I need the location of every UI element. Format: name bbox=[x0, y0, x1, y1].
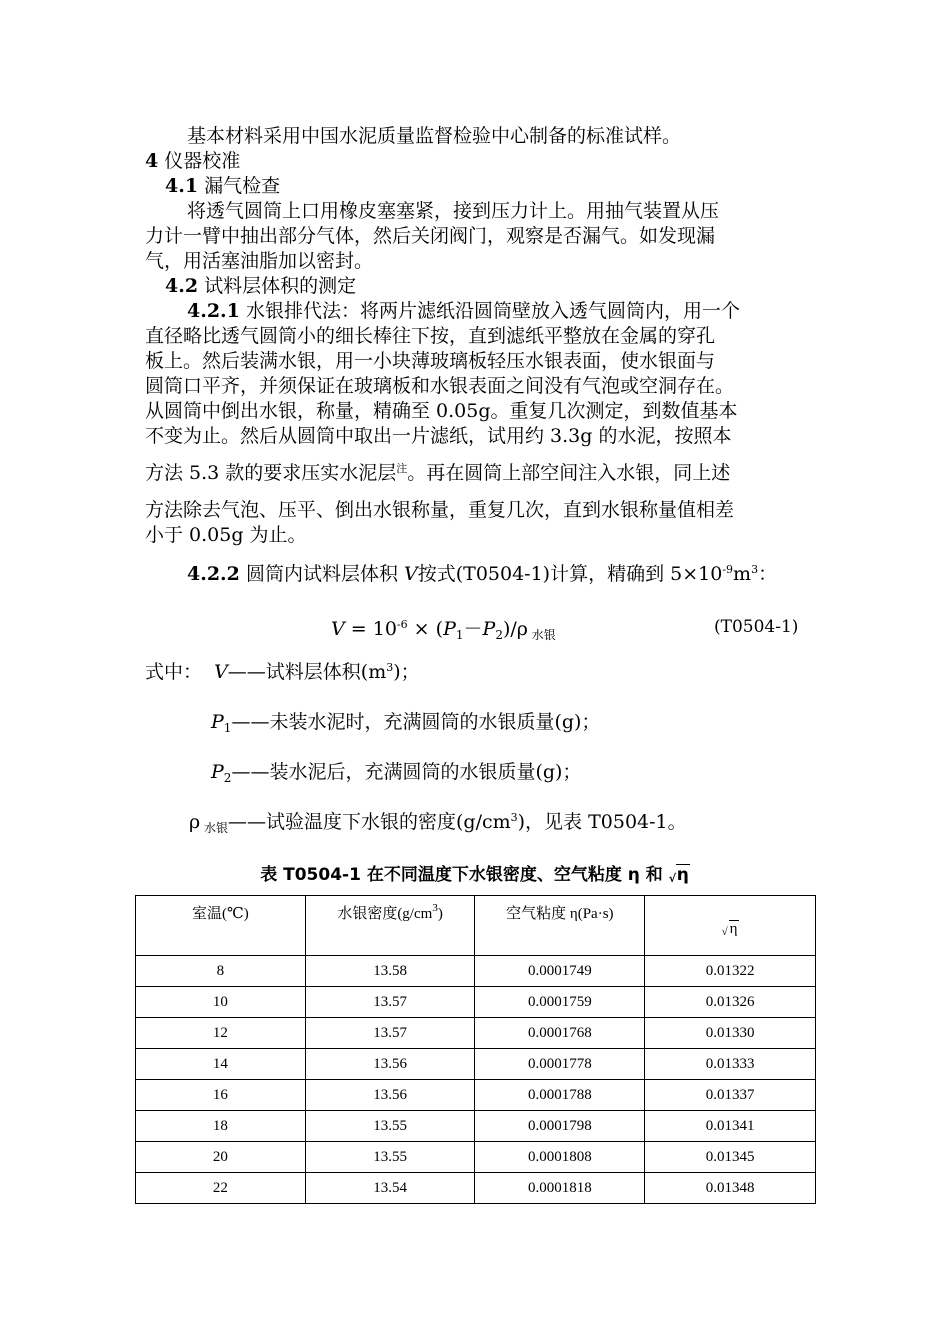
header-density bbox=[305, 896, 475, 956]
symbol-v: V bbox=[404, 563, 418, 585]
line-text: 方法 5.3 款的要求压实水泥层 bbox=[145, 462, 397, 484]
heading-4-1 bbox=[165, 174, 280, 199]
exponent: 3 bbox=[432, 902, 438, 914]
paragraph-line: 将透气圆筒上口用橡皮塞塞紧，接到压力计上。用抽气装置从压 bbox=[187, 200, 720, 222]
heading-4 bbox=[145, 149, 240, 174]
definition-v bbox=[145, 660, 420, 685]
table-cell: 0.01326 bbox=[645, 987, 816, 1018]
heading-4-2-2 bbox=[187, 562, 777, 587]
heading-number: 4 bbox=[145, 150, 159, 172]
subscript: 水银 bbox=[527, 628, 556, 642]
table-cell: 13.55 bbox=[305, 1111, 475, 1142]
line-text: 。再在圆筒上部空间注入水银，同上述 bbox=[407, 462, 731, 484]
paragraph-line: 板上。然后装满水银，用一小块薄玻璃板轻压水银表面，使水银面与 bbox=[145, 350, 716, 372]
table-cell: 0.0001808 bbox=[475, 1142, 645, 1173]
table-cell: 10 bbox=[136, 987, 306, 1018]
note-mark: 注 bbox=[396, 462, 408, 475]
table-cell: 0.0001768 bbox=[475, 1018, 645, 1049]
heading-text: 仪器校准 bbox=[164, 150, 241, 172]
table-cell: 18 bbox=[136, 1111, 306, 1142]
table-cell: 22 bbox=[136, 1173, 306, 1204]
table-caption bbox=[0, 860, 950, 885]
subscript: 1 bbox=[455, 628, 464, 642]
radicand: η bbox=[676, 865, 689, 885]
mercury-density-table bbox=[135, 895, 816, 1204]
sqrt-eta bbox=[722, 921, 739, 938]
table-cell: 0.0001749 bbox=[475, 956, 645, 987]
paragraph-line: 方法除去气泡、压平、倒出水银称量，重复几次，直到水银称量值相差 bbox=[145, 499, 735, 521]
table-row bbox=[136, 956, 816, 987]
table-cell: 0.01333 bbox=[645, 1049, 816, 1080]
table-row bbox=[136, 1049, 816, 1080]
heading-4-2 bbox=[165, 274, 356, 299]
radical-icon: √ bbox=[721, 926, 728, 938]
table-cell: 0.0001778 bbox=[475, 1049, 645, 1080]
table-cell: 13.55 bbox=[305, 1142, 475, 1173]
heading-text: 漏气检查 bbox=[204, 175, 281, 197]
definition-text: ——装水泥后，充满圆筒的水银质量(g)； bbox=[231, 761, 582, 783]
symbol-v: V bbox=[214, 661, 228, 683]
paragraph-line: 气，用活塞油脂加以密封。 bbox=[145, 250, 374, 272]
definition-p1 bbox=[211, 710, 600, 735]
definition-text: ——未装水泥时，充满圆筒的水银质量(g)； bbox=[231, 711, 601, 733]
table-body bbox=[136, 956, 816, 1204]
table-row bbox=[136, 987, 816, 1018]
table-row bbox=[136, 1080, 816, 1111]
header-text: 水银密度(g/cm bbox=[337, 906, 433, 922]
table-cell: 0.0001759 bbox=[475, 987, 645, 1018]
table-cell: 20 bbox=[136, 1142, 306, 1173]
line-text: ： bbox=[758, 563, 778, 585]
radicand: η bbox=[729, 921, 738, 937]
exponent: 3 bbox=[751, 563, 759, 576]
definition-p2 bbox=[211, 760, 581, 785]
table-cell: 0.0001788 bbox=[475, 1080, 645, 1111]
table-cell: 13.57 bbox=[305, 1018, 475, 1049]
paragraph-line: 力计一臂中抽出部分气体，然后关闭阀门，观察是否漏气。如发现漏 bbox=[145, 225, 716, 247]
table-cell: 12 bbox=[136, 1018, 306, 1049]
table-header-row bbox=[136, 896, 816, 956]
table-cell: 0.0001798 bbox=[475, 1111, 645, 1142]
paragraph-line: 小于 0.05g 为止。 bbox=[145, 524, 307, 546]
definition-text: ——试料层体积(m bbox=[227, 661, 387, 683]
formula-part: － bbox=[463, 618, 483, 640]
subscript: 1 bbox=[223, 721, 232, 735]
paragraph-intro: 基本材料采用中国水泥质量监督检验中心制备的标准试样。 bbox=[187, 125, 682, 147]
table-cell: 13.56 bbox=[305, 1049, 475, 1080]
caption-text: 表 T0504-1 在不同温度下水银密度、空气粘度 η 和 bbox=[260, 865, 663, 885]
table-cell: 0.01348 bbox=[645, 1173, 816, 1204]
table-cell: 14 bbox=[136, 1049, 306, 1080]
radical-icon: √ bbox=[668, 872, 677, 885]
formula-part: × ( bbox=[407, 618, 444, 640]
line-text: 按式(T0504-1)计算，精确到 5×10 bbox=[417, 563, 723, 585]
heading-number: 4.2 bbox=[165, 275, 199, 297]
exponent: 3 bbox=[386, 661, 394, 674]
paragraph-line: 直径略比透气圆筒小的细长棒往下按，直到滤纸平整放在金属的穿孔 bbox=[145, 325, 716, 347]
line-text: m bbox=[733, 563, 752, 585]
table-cell: 0.01345 bbox=[645, 1142, 816, 1173]
table-row bbox=[136, 1018, 816, 1049]
table-cell: 13.56 bbox=[305, 1080, 475, 1111]
exponent: -9 bbox=[722, 563, 734, 576]
header-temperature: 室温(℃) bbox=[136, 896, 306, 956]
formula-part: = 10 bbox=[344, 618, 397, 640]
table-cell: 0.0001818 bbox=[475, 1173, 645, 1204]
formula-part: )/ρ bbox=[502, 618, 528, 640]
header-viscosity: 空气粘度 η(Pa·s) bbox=[475, 896, 645, 956]
symbol-p2: P bbox=[211, 761, 224, 783]
table-cell: 0.01337 bbox=[645, 1080, 816, 1111]
heading-number: 4.2.2 bbox=[187, 563, 240, 585]
table-cell: 13.57 bbox=[305, 987, 475, 1018]
table-cell: 0.01322 bbox=[645, 956, 816, 987]
table-cell: 16 bbox=[136, 1080, 306, 1111]
heading-number: 4.1 bbox=[165, 175, 199, 197]
line-text: 水银排代法：将两片滤纸沿圆筒壁放入透气圆筒内，用一个 bbox=[245, 300, 740, 322]
subscript: 2 bbox=[223, 771, 232, 785]
paragraph-line: 圆筒口平齐，并须保证在玻璃板和水银表面之间没有气泡或空洞存在。 bbox=[145, 375, 735, 397]
table-row bbox=[136, 1111, 816, 1142]
table-cell: 0.01330 bbox=[645, 1018, 816, 1049]
definition-text: ——试验温度下水银的密度(g/cm bbox=[228, 811, 511, 833]
symbol-rho: ρ bbox=[189, 811, 201, 833]
paragraph-line bbox=[187, 299, 740, 324]
symbol-p1: P bbox=[211, 711, 224, 733]
header-sqrt-eta bbox=[645, 896, 816, 956]
definition-text: )； bbox=[393, 661, 420, 683]
formula-label: (T0504-1) bbox=[714, 617, 799, 637]
paragraph-line: 不变为止。然后从圆筒中取出一片滤纸，试用约 3.3g 的水泥，按照本 bbox=[145, 425, 732, 447]
definition-prefix: 式中： bbox=[145, 661, 203, 683]
formula-p1: P bbox=[443, 618, 456, 640]
formula-v: V bbox=[331, 618, 345, 640]
paragraph-line bbox=[145, 461, 730, 486]
table-cell: 13.54 bbox=[305, 1173, 475, 1204]
table-row bbox=[136, 1142, 816, 1173]
table-cell: 8 bbox=[136, 956, 306, 987]
formula-t0504-1 bbox=[331, 614, 556, 641]
sqrt-eta bbox=[669, 865, 690, 885]
exponent: 3 bbox=[510, 811, 518, 824]
paragraph-line: 从圆筒中倒出水银，称量，精确至 0.05g。重复几次测定，到数值基本 bbox=[145, 400, 738, 422]
subscript: 水银 bbox=[200, 821, 228, 835]
table-cell: 0.01341 bbox=[645, 1111, 816, 1142]
line-text: 圆筒内试料层体积 bbox=[245, 563, 398, 585]
heading-number: 4.2.1 bbox=[187, 300, 240, 322]
table-cell: 13.58 bbox=[305, 956, 475, 987]
table-row bbox=[136, 1173, 816, 1204]
exponent: -6 bbox=[396, 618, 408, 631]
formula-p2: P bbox=[482, 618, 496, 640]
heading-text: 试料层体积的测定 bbox=[204, 275, 357, 297]
header-text: ) bbox=[437, 906, 443, 922]
subscript: 2 bbox=[495, 628, 503, 642]
definition-rho bbox=[189, 810, 687, 835]
definition-text: )，见表 T0504-1。 bbox=[517, 811, 687, 833]
